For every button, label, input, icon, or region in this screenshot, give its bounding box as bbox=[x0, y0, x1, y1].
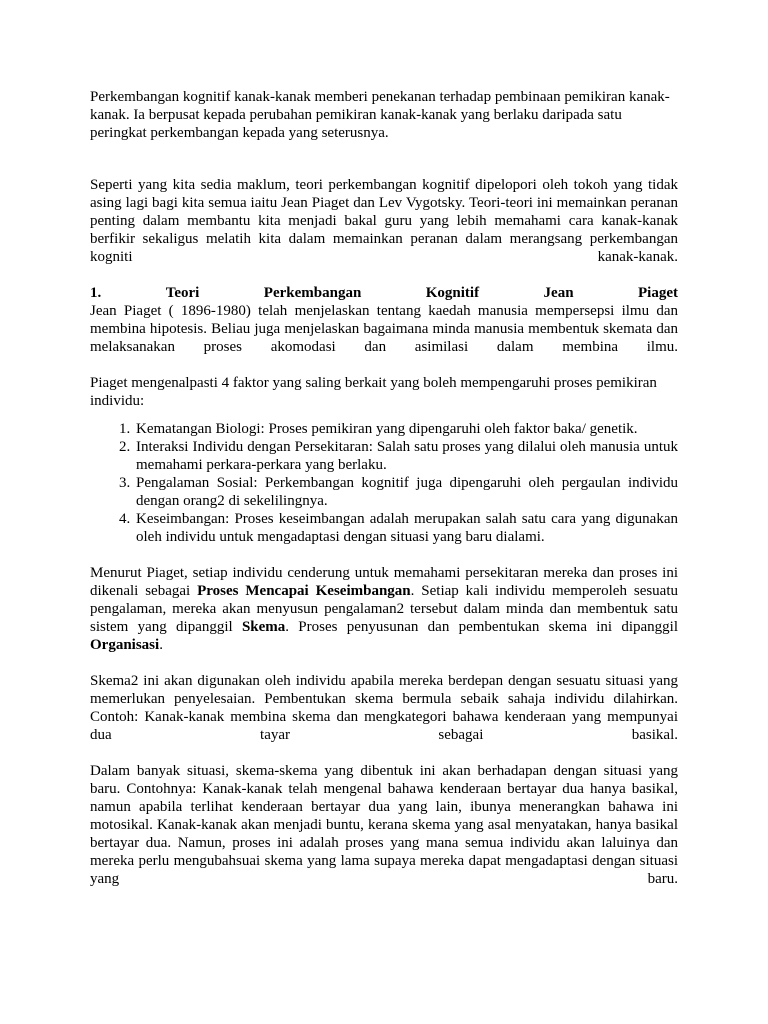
heading-word: Jean bbox=[543, 285, 574, 301]
heading-word: Perkembangan bbox=[263, 285, 362, 301]
paragraph-text: Menurut Piaget, setiap individu cenderung untuk memahami persekitaran mereka dan proses ini dikenali sebagai bbox=[90, 565, 678, 599]
factors-intro-paragraph: Piaget mengenalpasti 4 faktor yang saling berkait yang boleh mempengaruhi proses pemikiran individu: bbox=[90, 375, 657, 409]
situation-paragraph: Dalam banyak situasi, skema-skema yang dibentuk ini akan berhadapan dengan situasi yang baru. Contohnya: Kanak-kanak telah mengenal bahawa kenderaan bertayar dua hanya basikal, namun apabila terlihat kenderaan bertayar dua yang lain, ibunya menerangkan bahawa ini motosikal. Kanak-kanak akan menjadi buntu, kerana skema yang asal menyatakan, hanya basikal bertayar dua. Namun, proses ini adalah proses yang mana semua individu akan laluinya dan mereka perlu mengubahsuai skema yang lama supaya mereka dapat mengadaptasi dengan situasi yang baru. bbox=[90, 763, 678, 887]
piaget-description-paragraph: Jean Piaget ( 1896-1980) telah menjelaskan tentang kaedah manusia mempersepsi ilmu dan membina hipotesis. Beliau juga menjelaskan bagaimana minda manusia membentuk skemata dan melaksanakan proses akomodasi dan asimilasi dalam membina ilmu. bbox=[90, 303, 678, 355]
bold-term: Skema bbox=[241, 619, 286, 635]
paragraph-text: . bbox=[159, 637, 163, 653]
equilibrium-paragraph bbox=[90, 564, 678, 654]
section-heading bbox=[90, 284, 678, 302]
list-item: 2. Interaksi Individu dengan Persekitaran: Salah satu proses yang dilalui oleh manusia untuk memahami perkara-perkara yang berlaku. bbox=[134, 438, 678, 474]
heading-word: Teori bbox=[165, 285, 200, 301]
paragraph-text: . Proses penyusunan dan pembentukan skema ini dipanggil bbox=[285, 619, 678, 635]
list-item: 1. Kematangan Biologi: Proses pemikiran yang dipengaruhi oleh faktor baka/ genetik. bbox=[134, 420, 678, 438]
factors-list bbox=[90, 420, 678, 546]
intro-paragraph: Perkembangan kognitif kanak-kanak memberi penekanan terhadap pembinaan pemikiran kanak-kanak. Ia berpusat kepada perubahan pemikiran kanak-kanak yang berlaku daripada satu peringkat perkembangan kepada yang seterusnya. bbox=[90, 89, 670, 141]
heading-word: 1. bbox=[90, 285, 102, 301]
list-item: 4. Keseimbangan: Proses keseimbangan adalah merupakan salah satu cara yang digunakan oleh individu untuk mengadaptasi dengan situasi yang baru dialami. bbox=[134, 510, 678, 546]
heading-word: Piaget bbox=[637, 285, 678, 301]
theory-overview-paragraph: Seperti yang kita sedia maklum, teori perkembangan kognitif dipelopori oleh tokoh yang tidak asing lagi bagi kita semua iaitu Jean Piaget dan Lev Vygotsky. Teori-teori ini memainkan peranan penting dalam membantu kita menjadi bakal guru yang lebih memahami cara kanak-kanak berfikir sekaligus melatih kita dalam memainkan peranan dalam merangsang perkembangan kogniti kanak-kanak. bbox=[90, 177, 678, 265]
bold-term: Organisasi bbox=[90, 637, 160, 653]
heading-word: Kognitif bbox=[425, 285, 480, 301]
bold-term: Proses Mencapai Keseimbangan bbox=[197, 583, 411, 599]
paragraph-text: . Setiap kali individu memperoleh sesuatu pengalaman, mereka akan menyusun pengalaman2 tersebut dalam minda dan membentuk satu sistem yang dipanggil bbox=[90, 583, 679, 635]
list-item: 3. Pengalaman Sosial: Perkembangan kognitif juga dipengaruhi oleh pergaulan individu dengan orang2 di sekelilingnya. bbox=[134, 474, 678, 510]
schema-paragraph: Skema2 ini akan digunakan oleh individu apabila mereka berdepan dengan sesuatu situasi yang memerlukan penyelesaian. Pembentukan skema bermula sebaik sahaja individu dilahirkan. Contoh: Kanak-kanak membina skema dan mengkategori bahawa kenderaan yang mempunyai dua tayar sebagai basikal. bbox=[90, 673, 678, 743]
